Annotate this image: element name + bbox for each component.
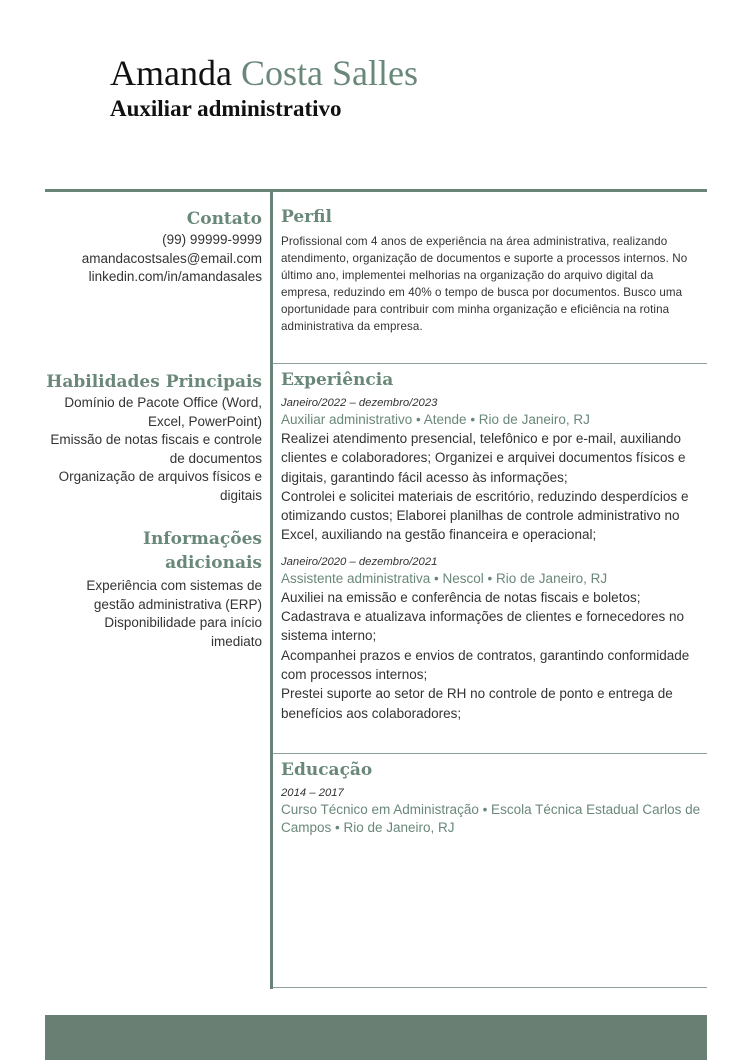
skill-item: Organização de arquivos físicos e digitais (58, 469, 262, 503)
job-period: Janeiro/2022 – dezembro/2023 (281, 397, 438, 409)
job-description: Cadastrava e atualizava informações de clientes e fornecedores no sistema interno; (281, 609, 684, 644)
job-description: Controlei e solicitei materiais de escritório, reduzindo desperdícios e otimizando custos; Elaborei planilhas de controle administrativo no Excel, auxiliando na gestão financeira e operacional; (281, 488, 689, 543)
profile-section (281, 207, 701, 335)
education-course: Curso Técnico em Administração • Escola Técnica Estadual Carlos de Campos • Rio de Janeiro, RJ (281, 802, 701, 835)
profile-divider (273, 363, 707, 364)
experience-title: Experiência (281, 370, 394, 390)
job-position: Auxiliar administrativo • Atende • Rio de Janeiro, RJ (281, 412, 590, 427)
profile-text: Profissional com 4 anos de experiência na área administrativa, realizando atendimento, organização de documentos e suporte a processos internos. No último ano, implementei melhorias na organização do arquivo digital da empresa, reduzindo em 40% o tempo de busca por documentos. Busco uma oportunidade para contribuir com minha organização e eficiência na rotina administrativa da empresa. (281, 235, 688, 333)
contact-email: amandacostsales@email.com (81, 250, 262, 266)
skill-item: Emissão de notas fiscais e controle de documentos (50, 432, 262, 466)
contact-section (40, 207, 262, 287)
additional-item: Disponibilidade para início imediato (104, 615, 262, 649)
contact-phone: (99) 99999-9999 (162, 232, 262, 247)
job-position: Assistente administrativa • Nescol • Rio de Janeiro, RJ (281, 570, 608, 586)
job-description: Prestei suporte ao setor de RH no controle de ponto e entrega de benefícios aos colaboradores; (281, 686, 673, 721)
additional-section (62, 527, 262, 651)
skills-section (40, 370, 262, 505)
column-divider (270, 189, 273, 989)
last-name: Costa Salles (240, 53, 418, 93)
contact-title: Contato (186, 209, 262, 229)
first-name: Amanda (110, 53, 232, 93)
contact-linkedin: linkedin.com/in/amandasales (88, 269, 262, 284)
top-divider (45, 189, 707, 192)
footer-bar (45, 1015, 707, 1060)
job-description: Auxiliei na emissão e conferência de notas fiscais e boletos; (281, 589, 641, 605)
candidate-name (110, 52, 418, 94)
experience-divider (273, 753, 707, 754)
education-title: Educação (281, 760, 373, 780)
profile-title: Perfil (281, 207, 332, 227)
skill-item: Domínio de Pacote Office (Word, Excel, PowerPoint) (64, 395, 262, 429)
additional-title: Informações adicionais (143, 529, 262, 573)
education-period: 2014 – 2017 (281, 787, 344, 799)
job-description: Realizei atendimento presencial, telefônico e por e-mail, auxiliando clientes e colaboradores; Organizei e arquivei documentos físicos e digitais, garantindo fácil acesso às informações; (281, 431, 686, 485)
job-period: Janeiro/2020 – dezembro/2021 (281, 555, 438, 568)
job-title: Auxiliar administrativo (110, 96, 342, 121)
education-section (281, 760, 701, 837)
additional-item: Experiência com sistemas de gestão administrativa (ERP) (86, 578, 262, 612)
skills-title: Habilidades Principais (46, 372, 262, 392)
experience-section (281, 370, 701, 723)
bottom-divider (273, 987, 707, 988)
job-description: Acompanhei prazos e envios de contratos, garantindo conformidade com processos internos; (281, 647, 690, 682)
